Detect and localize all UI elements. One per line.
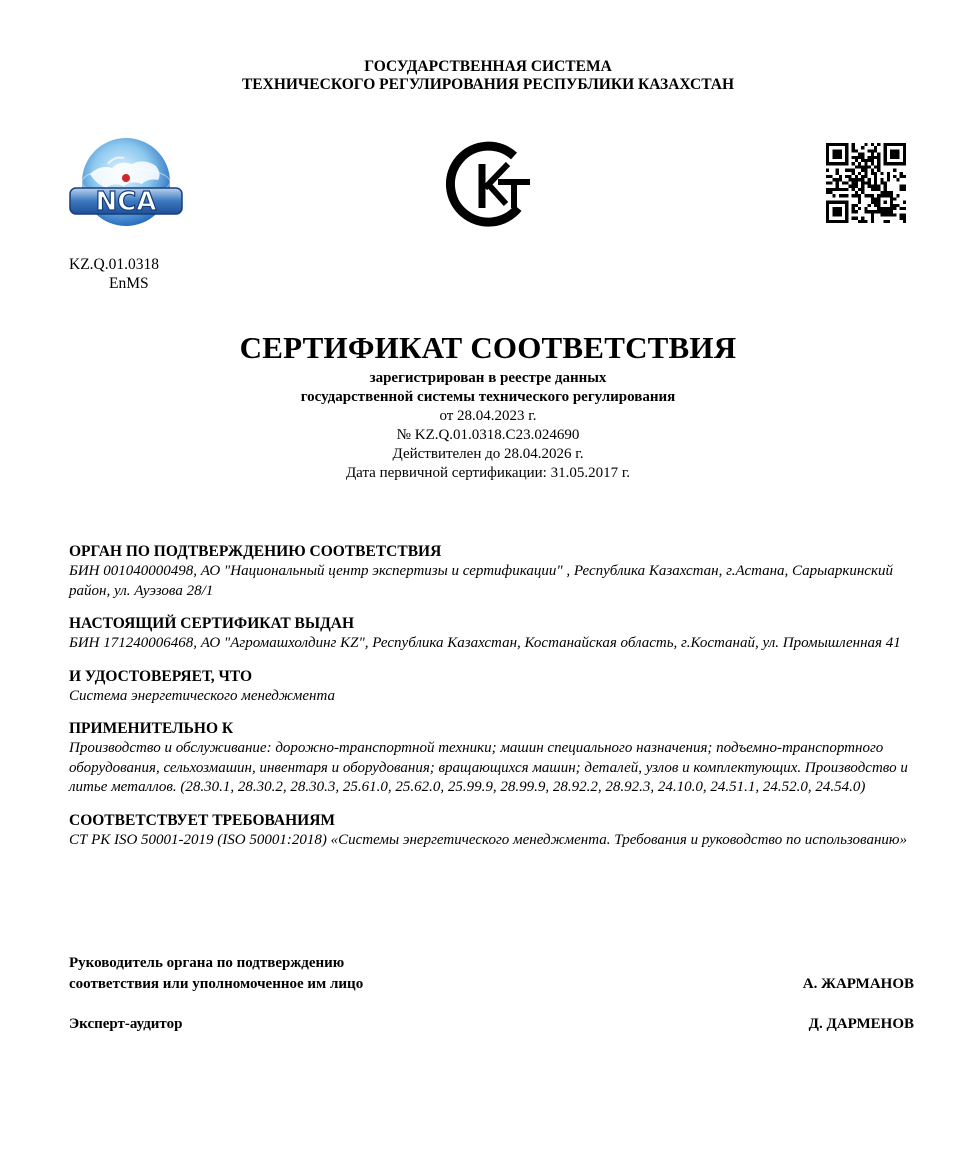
section-issued-to [69, 614, 914, 654]
signature-role-line-1: Руководитель органа по подтверждению [69, 955, 345, 971]
section-certification-body [69, 542, 914, 601]
signature-head [69, 953, 914, 995]
first-certification-date: Дата первичной сертификации: 31.05.2017 г. [345, 465, 631, 481]
certificate-sections [69, 542, 914, 863]
section-text: БИН 171240006468, АО "Агромашхолдинг KZ", Республика Казахстан, Костанайская область, г.Костанай, ул. Промышленная 41 [69, 635, 901, 651]
certificate-registration-info [0, 369, 976, 483]
signature-name: А. ЖАРМАНОВ [802, 976, 914, 992]
section-text: СТ РК ISO 50001-2019 (ISO 50001:2018) «Системы энергетического менеджмента. Требования и руководство по использованию» [69, 831, 907, 848]
certificate-valid-until: Действителен до 28.04.2026 г. [392, 446, 584, 462]
section-applies-to [69, 719, 914, 798]
signature-role: Эксперт-аудитор [69, 1016, 183, 1032]
document-header [0, 58, 976, 94]
section-title: ОРГАН ПО ПОДТВЕРЖДЕНИЮ СООТВЕТСТВИЯ [69, 543, 442, 560]
nca-logo-text: NCA [95, 187, 157, 217]
section-text: БИН 001040000498, АО "Национальный центр экспертизы и сертификации" , Республика Казахстан, г.Астана, Сарыаркинский район, ул. Ауэзова 28/1 [69, 563, 893, 599]
section-complies-with [69, 811, 914, 851]
nca-globe-icon [68, 134, 184, 238]
section-text: Производство и обслуживание: дорожно-транспортной техники; машин специального назначения; подъемно-транспортного оборудования, сельхозмашин, инвентаря и оборудования; вращающихся машин; деталей, узлов и комплектующих. Производство и литье металлов. (28.30.1, 28.30.2, 28.30.3, 25.61.0, 25.62.0, 25.99.9, 28.99.9, 28.92.2, 28.92.3, 24.10.0, 24.51.1, 24.52.0, 24.54.0) [69, 740, 908, 795]
section-title: ПРИМЕНИТЕЛЬНО К [69, 720, 234, 737]
section-title: И УДОСТОВЕРЯЕТ, ЧТО [69, 667, 253, 685]
signature-name: Д. ДАРМЕНОВ [808, 1016, 914, 1032]
certificate-date: от 28.04.2023 г. [439, 408, 537, 424]
header-line-2: ТЕХНИЧЕСКОГО РЕГУЛИРОВАНИЯ РЕСПУБЛИКИ КАЗАХСТАН [241, 76, 735, 93]
section-title: НАСТОЯЩИЙ СЕРТИФИКАТ ВЫДАН [69, 615, 355, 632]
qr-code [826, 143, 906, 223]
signature-expert [69, 1014, 914, 1035]
header-line-1: ГОСУДАРСТВЕННАЯ СИСТЕМА [364, 58, 612, 75]
kt-mark-logo [444, 138, 536, 230]
section-certifies [69, 667, 914, 707]
accreditation-code: KZ.Q.01.0318 [69, 256, 159, 273]
nca-logo [68, 134, 184, 238]
signature-role-line-2: соответствия или уполномоченное им лицо [69, 976, 364, 992]
kt-mark-icon [444, 138, 536, 230]
section-title: СООТВЕТСТВУЕТ ТРЕБОВАНИЯМ [69, 811, 336, 829]
qr-code-icon [826, 143, 906, 223]
registered-line-2: государственной системы технического регулирования [300, 389, 676, 405]
section-text: Система энергетического менеджмента [69, 687, 335, 704]
registered-line-1: зарегистрирован в реестре данных [369, 370, 607, 386]
certificate-title: СЕРТИФИКАТ СООТВЕТСТВИЯ [239, 330, 737, 365]
certificate-number: № KZ.Q.01.0318.C23.024690 [396, 427, 580, 443]
accreditation-scope: EnMS [109, 275, 149, 292]
accreditation-block [69, 255, 159, 293]
